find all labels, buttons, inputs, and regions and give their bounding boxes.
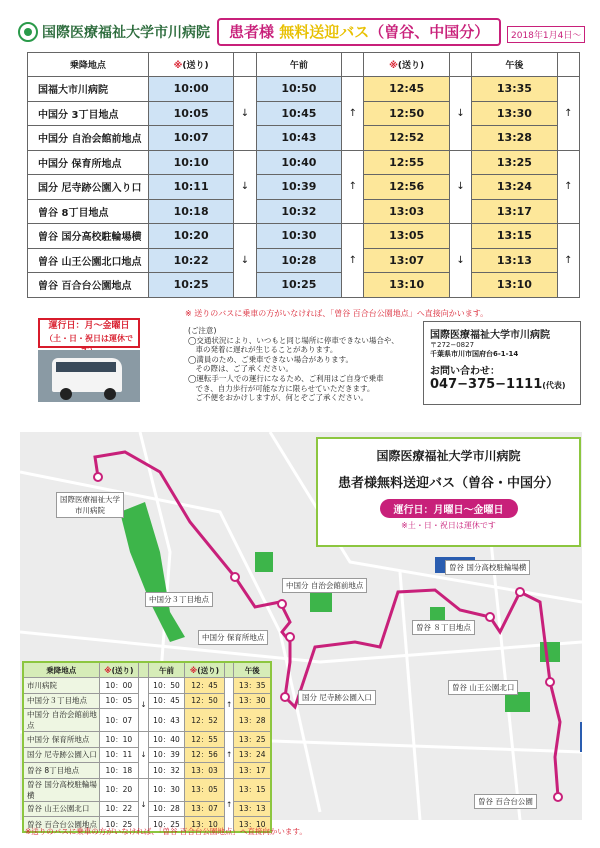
header-pm-send-label: (送り) xyxy=(397,61,425,71)
map-label-yuridai: 曽谷 百合台公園 xyxy=(474,794,537,809)
mini-timetable xyxy=(22,661,272,833)
title-suffix: （曽谷、中国分） xyxy=(369,23,490,41)
mini-table-row xyxy=(23,678,271,694)
stop-name: 中国分 自治会館前地点 xyxy=(28,126,149,151)
header-am-gap xyxy=(234,53,256,77)
pm-time: 13:24 xyxy=(472,175,558,200)
header-pm-mark: ※ xyxy=(389,61,398,71)
title-prefix: 患者様 xyxy=(229,23,280,41)
map-info-box xyxy=(316,437,581,547)
map-label-jichikai: 中国分 自治会館前地点 xyxy=(282,578,367,593)
map-box-hospital: 国際医療福祉大学市川病院 xyxy=(376,449,521,463)
pm-send-time: 13:05 xyxy=(364,224,450,249)
header-am-send xyxy=(148,53,234,77)
mini-header-row xyxy=(23,662,271,678)
up-arrow-icon: ↑ xyxy=(224,732,234,779)
map-water-marker xyxy=(580,722,582,752)
mini-stop-name: 中国分 自治会館前地点 xyxy=(23,709,99,732)
mini-am-send-time: 10：20 xyxy=(99,778,139,801)
notes-line: でき、自力歩行が可能な方に限らせていただきます。 xyxy=(188,383,375,393)
down-arrow-icon: ↓ xyxy=(234,224,256,298)
pm-send-time: 12:56 xyxy=(364,175,450,200)
pm-send-time: 12:45 xyxy=(364,77,450,102)
pm-time: 13:35 xyxy=(472,77,558,102)
down-arrow-icon: ↓ xyxy=(449,224,471,298)
stop-marker-niji[interactable] xyxy=(281,693,289,701)
bus-wheel xyxy=(104,388,116,400)
down-arrow-icon: ↓ xyxy=(139,732,149,779)
mini-stop-name: 曽谷 百合台公園地点 xyxy=(23,817,99,833)
note-bottom: ※送りのバスに乗車の方がいなければ、「曽谷 百合台公園地点」へ直接向かいます。 xyxy=(25,827,307,836)
am-send-time: 10:18 xyxy=(148,199,234,224)
contact-name: 国際医療福祉大学市川病院 xyxy=(430,330,550,341)
am-time: 10:45 xyxy=(256,101,342,126)
am-send-time: 10:07 xyxy=(148,126,234,151)
mini-am-send-time: 10：22 xyxy=(99,801,139,817)
mini-pm-send-time: 12：55 xyxy=(185,732,225,748)
map-box-holiday: ※土・日・祝日は運休です xyxy=(401,521,496,530)
mini-timetable-body xyxy=(23,678,271,833)
mini-am-time: 10：43 xyxy=(148,709,184,732)
mini-am-time: 10：30 xyxy=(148,778,184,801)
notes-line: その際は、ご了承ください。 xyxy=(188,364,293,374)
contact-address: 千葉県市川市国府台6-1-14 xyxy=(430,350,519,358)
mini-pm-send-time: 13：03 xyxy=(185,763,225,779)
map-label-kokubunkoukou: 曽谷 国分高校駐輪場横 xyxy=(445,560,530,575)
am-time: 10:43 xyxy=(256,126,342,151)
header-am-mark: ※ xyxy=(173,61,183,71)
mini-pm-time: 13：10 xyxy=(234,817,271,833)
contact-inquiry: お問い合わせ： xyxy=(430,366,500,377)
mini-header-am-mark: ※ xyxy=(104,665,112,675)
mini-table-row xyxy=(23,732,271,748)
stop-name: 中国分 保育所地点 xyxy=(28,150,149,175)
am-send-time: 10:20 xyxy=(148,224,234,249)
pm-time: 13:13 xyxy=(472,248,558,273)
mini-header-am-send xyxy=(99,662,139,678)
am-time: 10:40 xyxy=(256,150,342,175)
mini-am-send-time: 10：00 xyxy=(99,678,139,694)
notes-lines xyxy=(188,336,416,403)
up-arrow-icon: ↑ xyxy=(342,150,364,224)
mini-pm-time: 13：24 xyxy=(234,747,271,763)
up-arrow-icon: ↑ xyxy=(342,77,364,151)
notes xyxy=(188,326,416,403)
map-box-operation: 運行日：月曜日～金曜日 xyxy=(380,499,518,518)
mini-am-time: 10：32 xyxy=(148,763,184,779)
title-highlight: 無料送迎バス xyxy=(279,23,370,41)
mini-am-time: 10：50 xyxy=(148,678,184,694)
map-label-hospital: 国際医療福祉大学 市川病院 xyxy=(56,492,124,518)
mini-am-send-time: 10：18 xyxy=(99,763,139,779)
stop-marker-kokubunkoukou[interactable] xyxy=(516,588,524,596)
header-pm-gap2 xyxy=(557,53,579,77)
contact-postal: 〒272−0827 xyxy=(430,341,475,349)
timetable-row xyxy=(28,77,580,102)
notes-line: ◯交通状況により、いつもと同じ場所に停車できない場合や、 xyxy=(188,335,399,345)
pm-time: 13:17 xyxy=(472,199,558,224)
mini-header-gap2 xyxy=(224,662,234,678)
header-stop: 乗降地点 xyxy=(28,53,149,77)
mini-pm-send-time: 12：45 xyxy=(185,678,225,694)
header-pm-send xyxy=(364,53,450,77)
stop-marker-soya8[interactable] xyxy=(486,613,494,621)
mini-stop-name: 国分 尼寺跡公園入口 xyxy=(23,747,99,763)
mini-pm-send-time: 13：10 xyxy=(185,817,225,833)
hospital-name: 国際医療福祉大学市川病院 xyxy=(42,25,210,41)
up-arrow-icon: ↑ xyxy=(557,77,579,151)
mini-pm-send-time: 13：05 xyxy=(185,778,225,801)
am-time: 10:32 xyxy=(256,199,342,224)
map-label-chugokubun3: 中国分３丁目地点 xyxy=(145,592,213,607)
mini-am-time: 10：28 xyxy=(148,801,184,817)
operation-holiday: （土・日・祝日は運休で xyxy=(45,334,133,343)
am-send-time: 10:22 xyxy=(148,248,234,273)
mini-header-pm: 午後 xyxy=(234,662,271,678)
contact-phone xyxy=(430,377,574,392)
mini-header-am-send-label: (送り) xyxy=(111,665,134,675)
timetable-row xyxy=(28,248,580,273)
am-send-time: 10:11 xyxy=(148,175,234,200)
page-title xyxy=(217,18,501,46)
effective-date: 2018年1月4日～ xyxy=(507,26,585,43)
pm-send-time: 12:52 xyxy=(364,126,450,151)
map-label-soya8: 曽谷 ８丁目地点 xyxy=(412,620,475,635)
bus-wheel xyxy=(60,388,72,400)
timetable xyxy=(27,52,580,298)
mini-pm-send-time: 12：50 xyxy=(185,693,225,709)
stop-name: 曽谷 百合台公園地点 xyxy=(28,273,149,298)
timetable-body xyxy=(28,77,580,298)
notes-heading-text: ご注意 xyxy=(190,326,214,335)
mini-pm-time: 13：25 xyxy=(234,732,271,748)
mini-pm-send-time: 12：52 xyxy=(185,709,225,732)
mini-pm-send-time: 12：56 xyxy=(185,747,225,763)
timetable-row xyxy=(28,175,580,200)
timetable-row xyxy=(28,126,580,151)
down-arrow-icon: ↓ xyxy=(449,77,471,151)
map-label-hoikusho: 中国分 保育所地点 xyxy=(198,630,268,645)
am-send-time: 10:00 xyxy=(148,77,234,102)
bus-photo xyxy=(38,350,140,402)
map-label-sanno: 曽谷 山王公園北口 xyxy=(448,680,518,695)
mini-pm-time: 13：17 xyxy=(234,763,271,779)
map-park xyxy=(255,552,273,572)
stop-marker-yuridai[interactable] xyxy=(554,793,562,801)
mini-am-time: 10：39 xyxy=(148,747,184,763)
operation-box xyxy=(38,318,140,348)
mini-pm-send-time: 13：07 xyxy=(185,801,225,817)
down-arrow-icon: ↓ xyxy=(234,150,256,224)
timetable-row xyxy=(28,273,580,298)
pm-time: 13:10 xyxy=(472,273,558,298)
hospital-logo-icon xyxy=(18,22,38,42)
down-arrow-icon: ↓ xyxy=(139,678,149,732)
mini-am-send-time: 10：07 xyxy=(99,709,139,732)
notes-line: ご不便をおかけしますが、何とぞご了承ください。 xyxy=(188,393,368,403)
mini-stop-name: 曽谷 8丁目地点 xyxy=(23,763,99,779)
timetable-row xyxy=(28,150,580,175)
stop-name: 国分 尼寺跡公園入り口 xyxy=(28,175,149,200)
am-send-time: 10:05 xyxy=(148,101,234,126)
am-send-time: 10:10 xyxy=(148,150,234,175)
mini-table-row xyxy=(23,778,271,801)
map-box-title: 患者様無料送迎バス（曽谷・中国分） xyxy=(337,476,559,491)
map-park xyxy=(540,642,560,662)
stop-name: 曽谷 8丁目地点 xyxy=(28,199,149,224)
mini-am-time: 10：45 xyxy=(148,693,184,709)
map-road xyxy=(20,632,582,662)
mini-stop-name: 曽谷 国分高校駐輪場横 xyxy=(23,778,99,801)
pm-send-time: 12:55 xyxy=(364,150,450,175)
down-arrow-icon: ↓ xyxy=(234,77,256,151)
mini-pm-time: 13：28 xyxy=(234,709,271,732)
mini-pm-time: 13：35 xyxy=(234,678,271,694)
header-am-send-label: (送り) xyxy=(182,61,209,71)
note-top: ※ 送りのバスに乗車の方がいなければ、「曽谷 百合台公園地点」へ直接向かいます。 xyxy=(185,309,489,318)
mini-stop-name: 中国分３丁目地点 xyxy=(23,693,99,709)
mini-am-send-time: 10：10 xyxy=(99,732,139,748)
mini-header-pm-send-label: (送り) xyxy=(197,665,220,675)
pm-send-time: 13:10 xyxy=(364,273,450,298)
map-park xyxy=(505,692,530,712)
contact-phone-note: (代表) xyxy=(542,381,566,390)
timetable-row xyxy=(28,224,580,249)
pm-send-time: 12:50 xyxy=(364,101,450,126)
stop-marker-hoikusho[interactable] xyxy=(286,633,294,641)
up-arrow-icon: ↑ xyxy=(557,224,579,298)
mini-stop-name: 曽谷 山王公園北口 xyxy=(23,801,99,817)
am-time: 10:39 xyxy=(256,175,342,200)
stop-name: 曽谷 国分高校駐輪場横 xyxy=(28,224,149,249)
mini-header-am: 午前 xyxy=(148,662,184,678)
notes-line: ◯満員のため、ご乗車できない場合があります。 xyxy=(188,354,353,364)
map-road xyxy=(490,532,520,820)
am-time: 10:25 xyxy=(256,273,342,298)
mini-header-pm-mark: ※ xyxy=(189,665,198,675)
mini-pm-time: 13：30 xyxy=(234,693,271,709)
mini-am-time: 10：40 xyxy=(148,732,184,748)
down-arrow-icon: ↓ xyxy=(449,150,471,224)
am-time: 10:50 xyxy=(256,77,342,102)
mini-stop-name: 中国分 保育所地点 xyxy=(23,732,99,748)
mini-header-gap xyxy=(139,662,149,678)
notes-line: ◯運転手一人での運行になるため、ご利用はご自身で乗車 xyxy=(188,373,384,383)
stop-marker-chugokubun3[interactable] xyxy=(231,573,239,581)
up-arrow-icon: ↑ xyxy=(342,224,364,298)
operation-days: 運行日：月～金曜日 xyxy=(48,321,130,331)
pm-send-time: 13:07 xyxy=(364,248,450,273)
contact-box xyxy=(423,321,581,405)
bus-window xyxy=(56,362,116,372)
header-am-gap2 xyxy=(342,53,364,77)
stop-marker-sanno[interactable] xyxy=(546,678,554,686)
header-pm-gap xyxy=(449,53,471,77)
up-arrow-icon: ↑ xyxy=(557,150,579,224)
stop-marker-jichikai[interactable] xyxy=(278,600,286,608)
stop-name: 曽谷 山王公園北口地点 xyxy=(28,248,149,273)
map-park xyxy=(120,502,185,642)
pm-time: 13:15 xyxy=(472,224,558,249)
pm-time: 13:28 xyxy=(472,126,558,151)
header-am: 午前 xyxy=(256,53,342,77)
mini-am-send-time: 10：11 xyxy=(99,747,139,763)
am-time: 10:28 xyxy=(256,248,342,273)
notes-line: 車の発着に遅れが生じることがあります。 xyxy=(188,345,338,355)
timetable-header-row xyxy=(28,53,580,77)
pm-time: 13:30 xyxy=(472,101,558,126)
mini-pm-time: 13：15 xyxy=(234,778,271,801)
up-arrow-icon: ↑ xyxy=(224,678,234,732)
mini-pm-time: 13：13 xyxy=(234,801,271,817)
mini-header-stop: 乗降地点 xyxy=(23,662,99,678)
am-send-time: 10:25 xyxy=(148,273,234,298)
am-time: 10:30 xyxy=(256,224,342,249)
stop-marker-hospital[interactable] xyxy=(94,473,102,481)
contact-phone-number[interactable]: 047−375−1111 xyxy=(430,377,543,392)
up-arrow-icon: ↑ xyxy=(224,778,234,832)
header-pm: 午後 xyxy=(472,53,558,77)
mini-am-send-time: 10：25 xyxy=(99,817,139,833)
mini-header-pm-send xyxy=(185,662,225,678)
stop-name: 国福大市川病院 xyxy=(28,77,149,102)
mini-am-send-time: 10：05 xyxy=(99,693,139,709)
notes-heading: (ご注意) xyxy=(188,326,217,335)
down-arrow-icon: ↓ xyxy=(139,778,149,832)
mini-stop-name: 市川病院 xyxy=(23,678,99,694)
timetable-row xyxy=(28,199,580,224)
map-label-niji: 国分 尼寺跡公園入口 xyxy=(298,690,376,705)
stop-name: 中国分 3丁目地点 xyxy=(28,101,149,126)
pm-time: 13:25 xyxy=(472,150,558,175)
map-road xyxy=(400,572,420,820)
timetable-row xyxy=(28,101,580,126)
mini-am-time: 10：25 xyxy=(148,817,184,833)
pm-send-time: 13:03 xyxy=(364,199,450,224)
